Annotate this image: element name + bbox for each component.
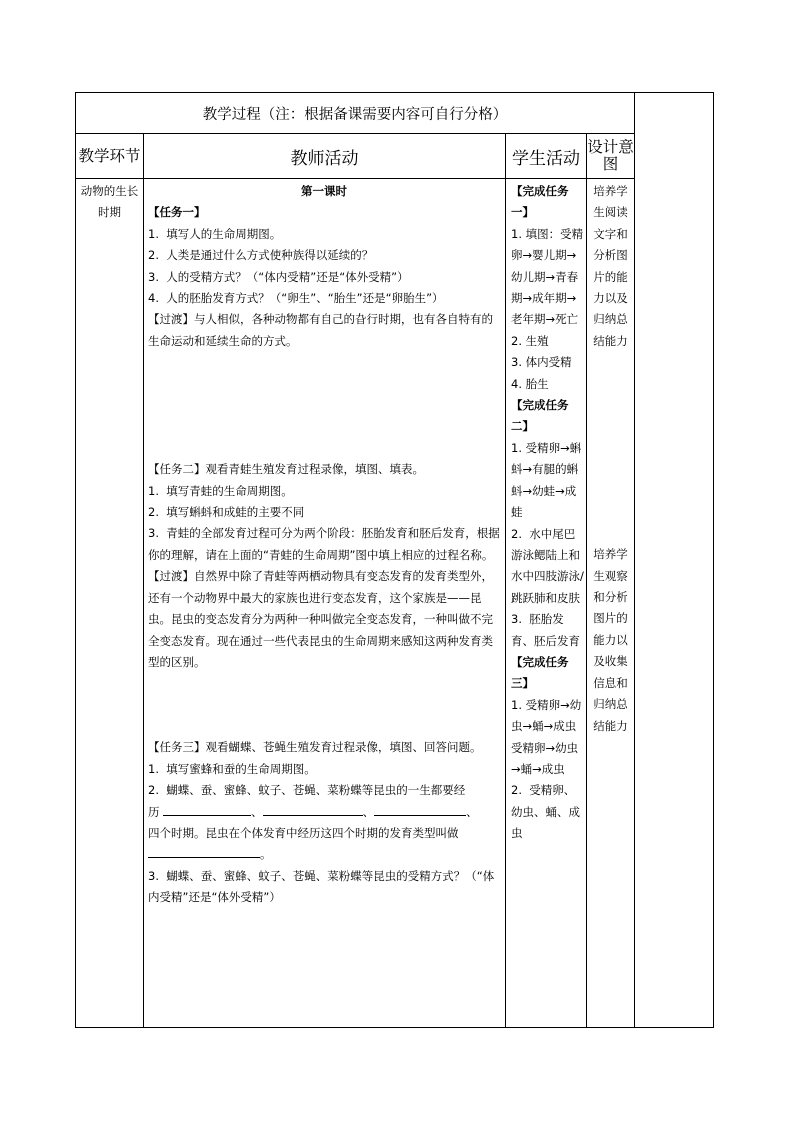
task1-item: 2. 人类是通过什么方式使种族得以延续的？: [148, 248, 374, 263]
student-answer: 2. 水中尾巴游泳鳃陆上和水中四肢游泳/跳跃肺和皮肤: [511, 526, 584, 605]
transition-1: 【过渡】与人相似，各种动物都有自己的旮行时期，也有各自特有的生命运动和延续生命的方式。: [148, 312, 493, 348]
intent-block: 培养学生观察和分析图片的能力以及收集信息和归纳总结能力: [593, 547, 628, 733]
table-title: 教学过程（注：根据备课需要内容可自行分格）: [76, 93, 635, 134]
student-answer: 2. 受精卵、幼虫、蛹、成虫: [511, 783, 580, 841]
student-answer: 3. 胚胎发育、胚后发育: [511, 612, 580, 648]
fill-blank[interactable]: [163, 802, 251, 816]
margin-column: [635, 93, 714, 1028]
header-teacher: 教师活动: [144, 134, 506, 179]
task3-blanks-line: 历 、 、 、: [148, 802, 500, 823]
lesson-label: 第一课时: [301, 184, 347, 198]
fill-blank[interactable]: [374, 802, 466, 816]
header-intent: 设计意图: [587, 134, 635, 179]
student-task1-title: 【完成任务一】: [511, 184, 569, 220]
fill-blank[interactable]: [148, 844, 260, 858]
task1-item: 3. 人的受精方式？（“体内受精”还是“体外受精”）: [148, 269, 409, 284]
student-activity-cell: [506, 179, 587, 1028]
task2-title: 【任务二】观看青蛙生殖发育过程录像，填图、填表。: [148, 462, 424, 477]
task3-title: 【任务三】观看蝴蝶、苍蝇生殖发育过程录像，填图、回答问题。: [148, 740, 482, 755]
segment-cell: [76, 179, 144, 1028]
student-answer: 3. 体内受精: [511, 355, 572, 370]
task1-item: 1. 填写人的生命周期图。: [148, 226, 282, 241]
fill-blank[interactable]: [263, 802, 363, 816]
lesson-plan-table: [75, 92, 714, 1028]
task3-item: 四个时期。昆虫在个体发育中经历这四个时期的发育类型叫做。: [148, 825, 459, 862]
task2-item: 2. 填写蝌蚪和成蛙的主要不同: [148, 505, 305, 520]
task3-item: 2. 蝴蝶、蚕、蜜蜂、蚊子、苍蝇、菜粉蝶等昆虫的一生都要经: [148, 783, 466, 798]
header-segment: 教学环节: [76, 134, 144, 179]
segment-text: 动物的生长时期: [80, 184, 139, 220]
student-answer: 受精卵→幼虫→蛹→成虫: [511, 740, 579, 776]
task3-item: 1. 填写蜜蜂和蚕的生命周期图。: [148, 761, 316, 776]
task2-item: 3. 青蛙的全部发育过程可分为两个阶段：胚胎发育和胚后发育，根据你的理解，请在上面的“青蛙的生命周期”图中填上相应的过程名称。: [148, 526, 500, 562]
student-task3-title: 【完成任务三】: [511, 654, 569, 691]
intent-block: 培养学生阅读文字和分析图片的能力以及归纳总结能力: [593, 184, 628, 348]
transition-2: 【过渡】自然界中除了青蛙等两栖动物具有变态发育的发育类型外，还有一个动物界中最大的家族也进行变态发育，这个家族是——昆虫。昆虫的变态发育分为两种一种叫做完全变态发育，一种叫做不完全变态发育。现在通过一些代表昆虫的生命周期来感知这两种发育类型的区别。: [148, 569, 493, 669]
task2-item: 1. 填写青蛙的生命周期图。: [148, 483, 293, 498]
task3-item: 3. 蝴蝶、蚕、蜜蜂、蚊子、苍蝇、菜粉蝶等昆虫的受精方式？（“体内受精”还是“体外受精”）: [148, 868, 495, 905]
task1-item: 4. 人的胚胎发育方式？（“卵生”、“胎生”还是“卵胎生”）: [148, 291, 444, 306]
student-answer: 1. 填图：受精卵→婴儿期→幼儿期→青春期→成年期→老年期→死亡: [511, 226, 584, 327]
student-answer: 4. 胎生: [511, 376, 549, 391]
design-intent-cell: [587, 179, 635, 1028]
student-answer: 1. 受精卵→蝌蚪→有腿的蝌蚪→幼蛙→成蛙: [511, 440, 582, 520]
header-student: 学生活动: [506, 134, 587, 179]
task1-title: 【任务一】: [148, 205, 206, 220]
student-answer: 2. 生殖: [511, 333, 549, 348]
student-answer: 1. 受精卵→幼虫→蛹→成虫: [511, 697, 582, 734]
student-task2-title: 【完成任务二】: [511, 398, 569, 434]
teacher-activity-cell: [144, 179, 506, 1028]
